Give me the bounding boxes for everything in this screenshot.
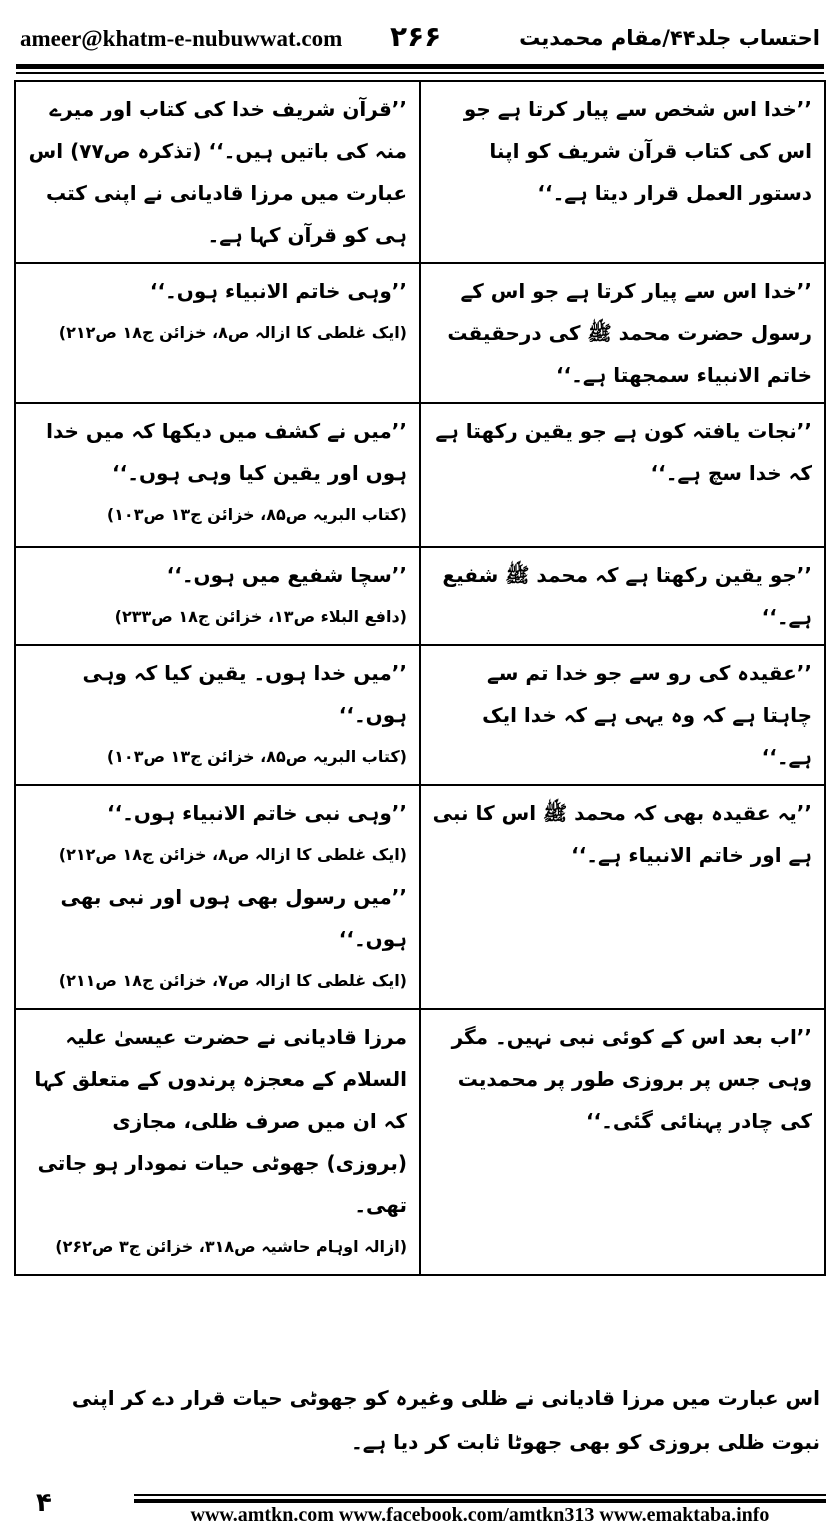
table-row — [15, 263, 825, 403]
comparison-table — [14, 80, 826, 1276]
quote-text: ’’میں خدا ہوں۔ یقین کیا کہ وہی ہوں۔‘‘ — [82, 661, 407, 727]
reference-citation: (کتاب البریہ ص۸۵، خزائن ج۱۳ ص۱۰۳) — [106, 505, 407, 524]
table-row — [15, 645, 825, 785]
footer-urls: www.amtkn.com www.facebook.com/amtkn313 www.emaktaba.info — [190, 1504, 770, 1526]
reference-citation: (ازالہ اوہام حاشیہ ص۳۱۸، خزائن ج۳ ص۲۶۲) — [55, 1237, 407, 1256]
quote-text: مرزا قادیانی نے حضرت عیسیٰ علیہ السلام کے معجزہ پرندوں کے متعلق کہا کہ ان میں صرف ظلی، مجازی (بروزی) جھوٹی حیات نمودار ہو جاتی تھی۔ — [34, 1025, 407, 1217]
table-row — [15, 403, 825, 547]
table-row — [15, 785, 825, 1009]
quote-text: ’’میں نے کشف میں دیکھا کہ میں خدا ہوں اور یقین کیا وہی ہوں۔‘‘ — [46, 419, 407, 485]
belief-cell — [420, 785, 825, 1009]
reference-citation: (کتاب البریہ ص۸۵، خزائن ج۱۳ ص۱۰۳) — [106, 747, 407, 766]
table-row — [15, 1009, 825, 1275]
table-row — [15, 81, 825, 263]
header-rule-thick — [16, 64, 824, 69]
quote-text: ’’عقیدہ کی رو سے جو خدا تم سے چاہتا ہے کہ وہ یہی ہے کہ خدا ایک ہے۔‘‘ — [482, 661, 812, 769]
quote-text: ’’میں رسول بھی ہوں اور نبی بھی ہوں۔‘‘ — [60, 885, 407, 951]
reference-citation: (ایک غلطی کا ازالہ ص۷، خزائن ج۱۸ ص۲۱۱) — [58, 971, 407, 990]
belief-cell — [420, 81, 825, 263]
claim-cell — [15, 81, 420, 263]
quote-text: ’’سچا شفیع میں ہوں۔‘‘ — [166, 563, 407, 587]
quote-text: ’’خدا اس شخص سے پیار کرتا ہے جو اس کی کتاب قرآن شریف کو اپنا دستور العمل قرار دیتا ہے۔‘‘ — [463, 97, 812, 205]
claim-cell — [15, 547, 420, 645]
footer-rule-thin — [134, 1494, 826, 1496]
quote-text: ’’خدا اس سے پیار کرتا ہے جو اس کے رسول حضرت محمد ﷺ کی درحقیقت خاتم الانبیاء سمجھتا ہے۔‘‘ — [447, 279, 812, 387]
quote-text: ’’یہ عقیدہ بھی کہ محمد ﷺ اس کا نبی ہے اور خاتم الانبیاء ہے۔‘‘ — [432, 801, 812, 867]
quote-text: ’’وہی نبی خاتم الانبیاء ہوں۔‘‘ — [106, 801, 407, 825]
quote-text: ’’جو یقین رکھتا ہے کہ محمد ﷺ شفیع ہے۔‘‘ — [442, 563, 812, 629]
page-number: ۲۶۶ — [390, 20, 442, 53]
page-footer — [14, 1486, 826, 1530]
reference-citation: (دافع البلاء ص۱۳، خزائن ج۱۸ ص۲۳۳) — [114, 607, 407, 626]
claim-cell — [15, 403, 420, 547]
claim-cell — [15, 785, 420, 1009]
footer-rule-thick — [134, 1499, 826, 1503]
belief-cell — [420, 645, 825, 785]
belief-cell — [420, 547, 825, 645]
page-header — [14, 12, 826, 56]
belief-cell — [420, 1009, 825, 1275]
quote-text: ’’قرآن شریف خدا کی کتاب اور میرے منہ کی باتیں ہیں۔‘‘ (تذکرہ ص۷۷) اس عبارت میں مرزا قادیانی نے اپنی کتب ہی کو قرآن کہا ہے۔ — [28, 97, 407, 247]
quote-text: ’’وہی خاتم الانبیاء ہوں۔‘‘ — [149, 279, 407, 303]
belief-cell — [420, 263, 825, 403]
reference-citation: (ایک غلطی کا ازالہ ص۸، خزائن ج۱۸ ص۲۱۲) — [58, 845, 407, 864]
table-row — [15, 547, 825, 645]
reference-citation: (ایک غلطی کا ازالہ ص۸، خزائن ج۱۸ ص۲۱۲) — [58, 323, 407, 342]
quote-text: ’’نجات یافتہ کون ہے جو یقین رکھتا ہے کہ خدا سچ ہے۔‘‘ — [435, 419, 812, 485]
header-email: ameer@khatm-e-nubuwwat.com — [20, 26, 343, 51]
conclusion-text: اس عبارت میں مرزا قادیانی نے ظلی وغیرہ کو جھوٹی حیات قرار دے کر اپنی نبوت ظلی بروزی کو بھی جھوٹا ثابت کر دیا ہے۔ — [71, 1386, 820, 1454]
claim-cell — [15, 1009, 420, 1275]
header-rule-thin — [16, 72, 824, 74]
claim-cell — [15, 645, 420, 785]
footer-number: ۴ — [36, 1488, 52, 1518]
quote-text: ’’اب بعد اس کے کوئی نبی نہیں۔ مگر وہی جس پر بروزی طور پر محمدیت کی چادر پہنائی گئی۔‘‘ — [451, 1025, 812, 1133]
book-title: احتساب جلد۴۴/مقام محمدیت — [519, 26, 820, 50]
claim-cell — [15, 263, 420, 403]
belief-cell — [420, 403, 825, 547]
